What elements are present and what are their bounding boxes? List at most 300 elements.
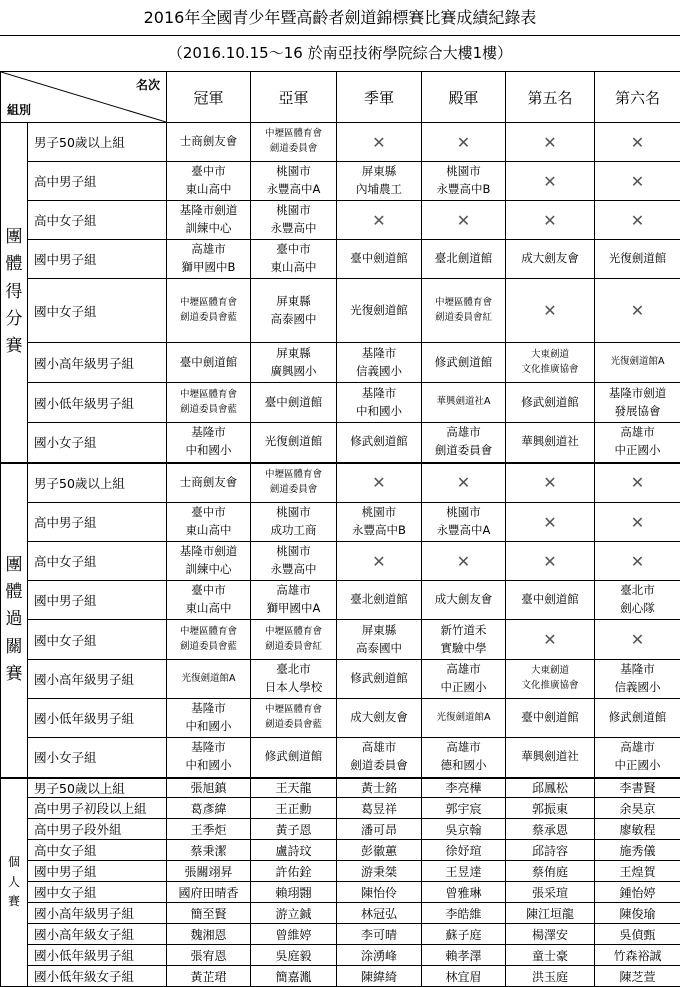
corner-rank-label: 名次 xyxy=(135,78,160,92)
player-name: 李亮樺 xyxy=(422,778,506,798)
header-row xyxy=(1,72,680,123)
result-cell xyxy=(251,423,337,463)
section-label-char: 賽 xyxy=(5,663,23,684)
group-name: 高中女子組 xyxy=(28,840,167,861)
no-result-cell xyxy=(422,463,506,503)
table-row xyxy=(1,279,680,343)
player-name: 游立鋮 xyxy=(251,903,337,924)
table-row xyxy=(1,463,680,503)
section-label-char: 分 xyxy=(5,308,23,329)
result-line: 屏東縣 xyxy=(276,345,311,360)
result-cell xyxy=(251,581,337,620)
player-name: 簡嘉湚 xyxy=(251,966,337,987)
player-name: 王煌賀 xyxy=(595,861,680,882)
result-line: 德和國小 xyxy=(440,758,487,773)
table-row xyxy=(1,861,680,882)
result-line: 桃園市 xyxy=(276,544,311,559)
result-cell xyxy=(167,738,251,778)
section-label-char: 過 xyxy=(5,609,23,630)
result-line: 華興劍道社 xyxy=(521,749,579,764)
result-line: 永豐高中 xyxy=(270,221,317,235)
cross-icon: ✕ xyxy=(456,473,471,493)
player-name: 王正勳 xyxy=(251,798,337,819)
result-cell xyxy=(422,738,506,778)
no-result-cell xyxy=(422,123,506,162)
player-name: 彭徽蕙 xyxy=(337,840,422,861)
result-line: 訓練中心 xyxy=(185,562,232,576)
result-line: 臺北劍道館 xyxy=(350,592,408,607)
cross-icon: ✕ xyxy=(543,210,557,230)
result-line: 日本人學校 xyxy=(264,680,323,694)
no-result-cell xyxy=(595,279,680,343)
result-line: 劍心隊 xyxy=(620,601,655,615)
result-line: 高雄市 xyxy=(446,662,481,677)
cross-icon: ✕ xyxy=(630,551,645,571)
player-name: 賴孝澤 xyxy=(422,945,506,966)
result-line: 高雄市 xyxy=(276,583,311,598)
table-row xyxy=(1,798,680,819)
player-name: 陳江垣龍 xyxy=(506,903,595,924)
cross-icon: ✕ xyxy=(543,630,557,649)
no-result-cell xyxy=(506,542,595,581)
no-result-cell xyxy=(595,162,680,201)
result-line: 劍道委員會 xyxy=(434,443,493,458)
cross-icon: ✕ xyxy=(543,301,557,320)
no-result-cell xyxy=(337,201,422,240)
cross-icon: ✕ xyxy=(543,171,557,191)
result-line: 中壢區體育會 xyxy=(264,704,322,716)
player-name: 余昊京 xyxy=(595,798,680,819)
group-name: 男子50歲以上組 xyxy=(28,123,167,162)
player-name: 鍾怡婷 xyxy=(595,882,680,903)
player-name: 王季炬 xyxy=(167,819,251,840)
table-row xyxy=(1,819,680,840)
group-name: 國小低年級男子組 xyxy=(28,945,167,966)
result-line: 獅甲國中A xyxy=(266,601,321,615)
player-name: 蔡侑庭 xyxy=(506,861,595,882)
player-name: 吳京翰 xyxy=(422,819,506,840)
table-row xyxy=(1,778,680,798)
player-name: 許佑銓 xyxy=(251,861,337,882)
result-line: 臺中劍道館 xyxy=(264,394,323,409)
result-line: 東山高中 xyxy=(185,182,232,196)
result-line: 桃園市 xyxy=(446,164,481,179)
cross-icon: ✕ xyxy=(630,132,645,152)
player-name: 李可晴 xyxy=(337,924,422,945)
result-cell xyxy=(506,343,595,383)
no-result-cell xyxy=(506,123,595,162)
result-line: 中壢區體育會 xyxy=(179,296,237,308)
player-name: 郭振東 xyxy=(506,798,595,819)
rank-header-2: 亞軍 xyxy=(251,72,337,123)
player-name: 潘可昂 xyxy=(337,819,422,840)
cross-icon: ✕ xyxy=(543,551,557,571)
result-cell xyxy=(422,240,506,279)
table-row xyxy=(1,383,680,423)
result-cell xyxy=(506,240,595,279)
result-cell xyxy=(337,581,422,620)
section-label-char: 個 xyxy=(7,855,20,870)
cross-icon: ✕ xyxy=(456,551,471,571)
result-line: 新竹道禾 xyxy=(440,622,487,637)
group-name: 高中男子段外組 xyxy=(28,819,167,840)
result-line: 獅甲國中B xyxy=(181,260,236,274)
result-line: 成大劍友會 xyxy=(434,592,493,607)
section-label-char: 團 xyxy=(5,555,23,576)
result-line: 東山高中 xyxy=(270,260,317,274)
player-name: 張采瑄 xyxy=(506,882,595,903)
result-cell xyxy=(251,383,337,423)
result-cell xyxy=(167,343,251,383)
result-line: 臺中市 xyxy=(191,583,226,598)
result-line: 光復劍道館A xyxy=(610,356,665,368)
player-name: 國府田晴香 xyxy=(167,882,251,903)
results-table xyxy=(0,71,680,987)
table-row xyxy=(1,924,680,945)
player-name: 葛昱祥 xyxy=(337,798,422,819)
cross-icon: ✕ xyxy=(630,512,645,532)
corner-group-label: 組別 xyxy=(7,103,32,117)
result-cell xyxy=(251,162,337,201)
result-cell xyxy=(337,660,422,699)
result-cell xyxy=(506,423,595,463)
table-row xyxy=(1,620,680,660)
group-name: 國小高年級女子組 xyxy=(28,924,167,945)
result-cell xyxy=(595,240,680,279)
result-cell xyxy=(167,423,251,463)
result-line: 實驗中學 xyxy=(440,640,487,655)
no-result-cell xyxy=(506,162,595,201)
no-result-cell xyxy=(595,503,680,542)
result-line: 基隆市 xyxy=(191,701,226,716)
cross-icon: ✕ xyxy=(630,171,645,191)
result-line: 中和國小 xyxy=(185,443,232,458)
result-line: 光復劍道館A xyxy=(436,711,491,723)
result-cell xyxy=(251,343,337,383)
table-row xyxy=(1,699,680,738)
result-line: 基隆市 xyxy=(620,662,655,677)
result-cell xyxy=(506,581,595,620)
table-row xyxy=(1,123,680,162)
table-row xyxy=(1,240,680,279)
table-row xyxy=(1,660,680,699)
group-name: 國小高年級男子組 xyxy=(28,660,167,699)
result-line: 華興劍道社 xyxy=(521,434,579,449)
result-line: 訓練中心 xyxy=(185,221,232,235)
player-name: 涂湧峰 xyxy=(337,945,422,966)
result-line: 臺中劍道館 xyxy=(521,592,579,607)
result-line: 高泰國中 xyxy=(270,311,317,326)
result-line: 臺中市 xyxy=(191,164,226,179)
rank-header-3: 季軍 xyxy=(337,72,422,123)
result-cell xyxy=(422,423,506,463)
section-label xyxy=(1,463,28,778)
result-line: 劍道委員會藍 xyxy=(264,719,322,730)
table-row xyxy=(1,945,680,966)
page-subtitle: （2016.10.15～16 於南亞技術學院綜合大樓1樓） xyxy=(167,44,513,62)
result-cell xyxy=(167,542,251,581)
result-line: 永豐高中B xyxy=(436,182,491,196)
player-name: 林宜眉 xyxy=(422,966,506,987)
result-cell xyxy=(337,503,422,542)
result-cell xyxy=(251,660,337,699)
section-label-char: 人 xyxy=(7,874,20,889)
table-row xyxy=(1,162,680,201)
result-line: 劍道委員會紅 xyxy=(264,640,322,652)
player-name: 童士豪 xyxy=(506,945,595,966)
result-cell xyxy=(337,162,422,201)
group-name: 國中女子組 xyxy=(28,279,167,343)
result-line: 東山高中 xyxy=(185,523,232,537)
result-line: 基隆市 xyxy=(191,740,226,755)
result-line: 屏東縣 xyxy=(361,622,397,637)
result-cell xyxy=(251,201,337,240)
no-result-cell xyxy=(595,620,680,660)
result-line: 劍道委員會藍 xyxy=(179,403,237,415)
result-line: 劍道委員會 xyxy=(269,143,318,154)
result-cell xyxy=(422,660,506,699)
result-line: 臺北劍道館 xyxy=(434,251,493,266)
cross-icon: ✕ xyxy=(543,473,557,493)
result-line: 成功工商 xyxy=(270,523,317,537)
result-line: 基隆市劍道 xyxy=(179,544,238,559)
result-cell xyxy=(422,699,506,738)
result-line: 桃園市 xyxy=(361,505,397,520)
result-cell xyxy=(337,279,422,343)
rank-header-6: 第六名 xyxy=(595,72,680,123)
table-row xyxy=(1,423,680,463)
result-line: 內埔農工 xyxy=(356,182,402,196)
cross-icon: ✕ xyxy=(543,132,557,152)
no-result-cell xyxy=(422,201,506,240)
rank-header-1: 冠軍 xyxy=(167,72,251,123)
player-name: 王昱達 xyxy=(422,861,506,882)
result-line: 永豐高中 xyxy=(270,562,317,576)
player-name: 邱鳳松 xyxy=(506,778,595,798)
player-name: 蔡承恩 xyxy=(506,819,595,840)
result-cell xyxy=(167,463,251,503)
result-cell xyxy=(595,699,680,738)
group-name: 國中男子組 xyxy=(28,240,167,279)
result-line: 信義國小 xyxy=(356,363,402,378)
cross-icon: ✕ xyxy=(630,630,645,649)
cross-icon: ✕ xyxy=(630,210,645,230)
table-row xyxy=(1,903,680,924)
result-cell xyxy=(595,343,680,383)
result-cell xyxy=(337,343,422,383)
result-line: 中正國小 xyxy=(440,680,487,694)
cross-icon: ✕ xyxy=(372,210,386,230)
table-row xyxy=(1,840,680,861)
result-line: 高泰國中 xyxy=(356,640,402,655)
result-cell xyxy=(167,503,251,542)
result-cell xyxy=(251,738,337,778)
result-cell xyxy=(422,503,506,542)
result-line: 中和國小 xyxy=(356,403,402,418)
no-result-cell xyxy=(595,463,680,503)
player-name: 邱詩容 xyxy=(506,840,595,861)
player-name: 張關翊昇 xyxy=(167,861,251,882)
result-line: 桃園市 xyxy=(276,505,311,520)
result-cell xyxy=(595,581,680,620)
result-cell xyxy=(337,240,422,279)
result-cell xyxy=(167,581,251,620)
player-name: 曾維婷 xyxy=(251,924,337,945)
no-result-cell xyxy=(595,201,680,240)
player-name: 徐妤瑄 xyxy=(422,840,506,861)
result-cell xyxy=(167,162,251,201)
player-name: 郭宇宸 xyxy=(422,798,506,819)
result-line: 永豐高中A xyxy=(436,523,491,537)
player-name: 葛彥緯 xyxy=(167,798,251,819)
result-line: 永豐高中B xyxy=(352,523,406,537)
result-line: 高雄市 xyxy=(446,740,481,755)
result-line: 高雄市 xyxy=(361,740,397,755)
group-name: 高中男子組 xyxy=(28,162,167,201)
result-line: 臺北市 xyxy=(620,583,655,598)
no-result-cell xyxy=(337,542,422,581)
result-cell xyxy=(251,503,337,542)
section-label-char: 體 xyxy=(5,582,23,603)
result-cell xyxy=(167,279,251,343)
result-line: 基隆市 xyxy=(361,385,397,400)
result-cell xyxy=(167,240,251,279)
table-row xyxy=(1,503,680,542)
result-line: 中壢區體育會 xyxy=(264,469,322,481)
table-row xyxy=(1,738,680,778)
group-name: 高中男子組 xyxy=(28,503,167,542)
player-name: 魏湘恩 xyxy=(167,924,251,945)
player-name: 王天龍 xyxy=(251,778,337,798)
no-result-cell xyxy=(337,463,422,503)
result-cell xyxy=(595,383,680,423)
result-cell xyxy=(251,279,337,343)
corner-cell xyxy=(1,72,167,123)
result-cell xyxy=(422,383,506,423)
result-line: 中壢區體育會 xyxy=(434,296,492,308)
table-row xyxy=(1,343,680,383)
rank-header-4: 殿軍 xyxy=(422,72,506,123)
result-line: 屏東縣 xyxy=(361,164,397,179)
player-name: 李皓維 xyxy=(422,903,506,924)
player-name: 竹森裕誠 xyxy=(595,945,680,966)
result-line: 光復劍道館 xyxy=(264,434,323,449)
result-cell xyxy=(422,162,506,201)
player-name: 蘇子庭 xyxy=(422,924,506,945)
result-line: 桃園市 xyxy=(276,203,311,218)
result-cell xyxy=(251,542,337,581)
group-name: 國小女子組 xyxy=(28,738,167,778)
result-cell xyxy=(251,463,337,503)
result-line: 光復劍道館A xyxy=(181,672,236,684)
result-line: 高雄市 xyxy=(446,425,481,440)
result-cell xyxy=(167,201,251,240)
cross-icon: ✕ xyxy=(630,301,645,320)
result-cell xyxy=(251,620,337,660)
result-line: 中正國小 xyxy=(614,758,661,773)
player-name: 陳緯綺 xyxy=(337,966,422,987)
group-name: 國小高年級男子組 xyxy=(28,343,167,383)
result-line: 修武劍道館 xyxy=(350,434,408,449)
results-body xyxy=(1,123,680,987)
group-name: 男子50歲以上組 xyxy=(28,778,167,798)
player-name: 黃子恩 xyxy=(251,819,337,840)
no-result-cell xyxy=(506,463,595,503)
result-line: 劍道委員會 xyxy=(350,758,408,773)
group-name: 男子50歲以上組 xyxy=(28,463,167,503)
cross-icon: ✕ xyxy=(372,551,386,571)
result-cell xyxy=(337,423,422,463)
result-line: 桃園市 xyxy=(446,505,481,520)
player-name: 張宥恩 xyxy=(167,945,251,966)
result-line: 成大劍友會 xyxy=(521,251,579,266)
group-name: 國小高年級男子組 xyxy=(28,903,167,924)
result-line: 桃園市 xyxy=(276,164,311,179)
result-cell xyxy=(595,423,680,463)
result-cell xyxy=(595,660,680,699)
result-line: 高雄市 xyxy=(191,242,226,257)
result-line: 中正國小 xyxy=(614,443,661,458)
rank-header-5: 第五名 xyxy=(506,72,595,123)
result-line: 中和國小 xyxy=(185,758,232,773)
result-cell xyxy=(422,343,506,383)
result-line: 發展協會 xyxy=(614,403,661,418)
result-line: 成大劍友會 xyxy=(350,710,408,725)
player-name: 盧詩玟 xyxy=(251,840,337,861)
result-cell xyxy=(337,699,422,738)
result-cell xyxy=(251,240,337,279)
section-label-char: 得 xyxy=(5,281,23,302)
group-name: 國小低年級男子組 xyxy=(28,699,167,738)
group-name: 國中男子組 xyxy=(28,861,167,882)
result-cell xyxy=(337,620,422,660)
result-line: 信義國小 xyxy=(614,680,661,694)
player-name: 陳怡伶 xyxy=(337,882,422,903)
cross-icon: ✕ xyxy=(630,473,645,493)
result-line: 大東劍道 xyxy=(530,348,569,360)
result-line: 中壢區體育會 xyxy=(179,625,237,637)
cross-icon: ✕ xyxy=(372,132,386,152)
result-cell xyxy=(506,383,595,423)
player-name: 廖敏程 xyxy=(595,819,680,840)
result-cell xyxy=(422,581,506,620)
result-line: 臺北市 xyxy=(276,662,311,677)
result-line: 臺中市 xyxy=(276,242,311,257)
result-line: 修武劍道館 xyxy=(434,354,493,369)
player-name: 吳庭毅 xyxy=(251,945,337,966)
group-name: 國小低年級男子組 xyxy=(28,383,167,423)
player-name: 陳芝萱 xyxy=(595,966,680,987)
result-line: 大東劍道 xyxy=(530,665,569,677)
result-cell xyxy=(167,699,251,738)
result-line: 劍道委員會紅 xyxy=(434,311,492,323)
section-label-char: 團 xyxy=(5,227,23,248)
result-line: 劍道委員會藍 xyxy=(179,311,237,323)
result-line: 光復劍道館 xyxy=(350,302,408,317)
table-row xyxy=(1,542,680,581)
player-name: 洪玉庭 xyxy=(506,966,595,987)
result-line: 臺中劍道館 xyxy=(350,251,408,266)
result-line: 東山高中 xyxy=(185,601,232,615)
result-cell xyxy=(422,279,506,343)
group-name: 高中男子初段以上組 xyxy=(28,798,167,819)
result-line: 臺中劍道館 xyxy=(521,710,579,725)
result-cell xyxy=(167,620,251,660)
result-line: 士商劍友會 xyxy=(179,134,238,149)
player-name: 林冠弘 xyxy=(337,903,422,924)
cross-icon: ✕ xyxy=(543,512,557,532)
player-name: 簡至賢 xyxy=(167,903,251,924)
